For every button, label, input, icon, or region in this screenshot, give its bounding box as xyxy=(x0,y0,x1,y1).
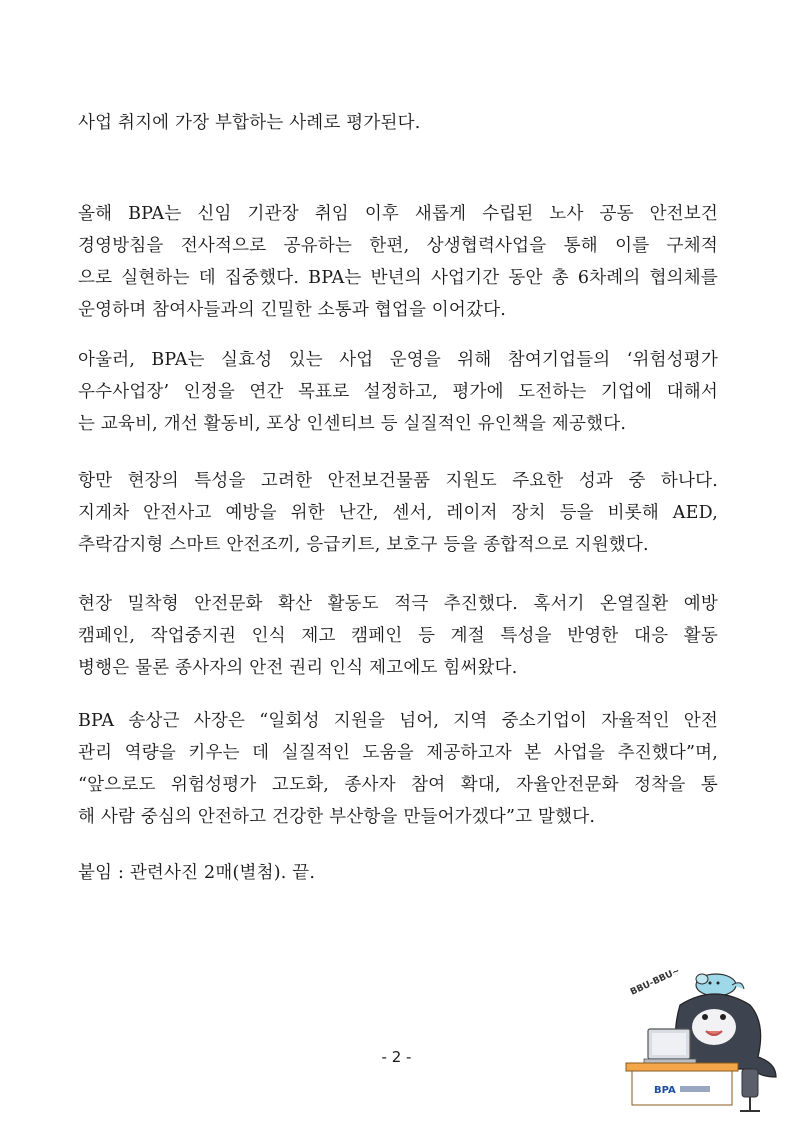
text-line: 으로 실현하는 데 집중했다. BPA는 반년의 사업기간 동안 총 6차례의 협의체를 xyxy=(78,268,718,288)
text-line: 지게차 안전사고 예방을 위한 난간, 센서, 레이저 장치 등을 비롯해 AED, xyxy=(78,503,718,523)
page-number: - 2 - xyxy=(381,1048,412,1066)
text-line: 아울러, BPA는 실효성 있는 사업 운영을 위해 참여기업들의 ‘위험성평가 xyxy=(78,350,718,370)
text-line: 관리 역량을 키우는 데 실질적인 도움을 제공하고자 본 사업을 추진했다”며, xyxy=(78,743,718,763)
text-line: BPA 송상근 사장은 “일회성 지원을 넘어, 지역 중소기업이 자율적인 안전 xyxy=(78,711,718,731)
text-line: 추락감지형 스마트 안전조끼, 응급키트, 보호구 등을 종합적으로 지원했다. xyxy=(78,535,649,555)
text-line: “앞으로도 위험성평가 고도화, 종사자 참여 확대, 자율안전문화 정착을 통 xyxy=(78,775,718,795)
text-line: 붙임 : 관련사진 2매(별첨). 끝. xyxy=(78,863,316,883)
text-line: 해 사람 중심의 안전하고 건강한 부산항을 만들어가겠다”고 말했다. xyxy=(78,807,596,827)
desk-logo-text: BPA xyxy=(654,1085,676,1096)
text-line: 올해 BPA는 신임 기관장 취임 이후 새롭게 수립된 노사 공동 안전보건 xyxy=(78,204,718,224)
paragraph-attachment-note xyxy=(78,857,718,889)
text-line: 현장 밀착형 안전문화 확산 활동도 적극 추진했다. 혹서기 온열질환 예방 xyxy=(78,594,718,614)
text-line: 사업 취지에 가장 부합하는 사례로 평가된다. xyxy=(78,113,421,133)
paragraph-safety-supplies xyxy=(78,465,718,561)
paragraph-safety-culture xyxy=(78,588,718,684)
paragraph-safety-policy xyxy=(78,198,718,326)
text-line: 경영방침을 전사적으로 공유하는 한편, 상생협력사업을 통해 이를 구체적 xyxy=(78,236,718,256)
mascot-bubble-text: BBU-BBU~ xyxy=(629,966,682,998)
paragraph-ceo-quote xyxy=(78,705,718,833)
text-line: 항만 현장의 특성을 고려한 안전보건물품 지원도 주요한 성과 중 하나다. xyxy=(78,471,718,491)
text-line: 캠페인, 작업중지권 인식 제고 캠페인 등 계절 특성을 반영한 대응 활동 xyxy=(78,626,718,646)
paragraph-intro-tail xyxy=(78,107,718,139)
mascot-illustration xyxy=(618,965,778,1115)
text-line: 는 교육비, 개선 활동비, 포상 인센티브 등 실질적인 유인책을 제공했다. xyxy=(78,414,627,434)
text-line: 우수사업장’ 인정을 연간 목표로 설정하고, 평가에 도전하는 기업에 대해서 xyxy=(78,382,718,402)
paragraph-risk-assessment xyxy=(78,344,718,440)
text-line: 병행은 물론 종사자의 안전 권리 인식 제고에도 힘써왔다. xyxy=(78,658,518,678)
text-line: 운영하며 참여사들과의 긴밀한 소통과 협업을 이어갔다. xyxy=(78,300,506,320)
